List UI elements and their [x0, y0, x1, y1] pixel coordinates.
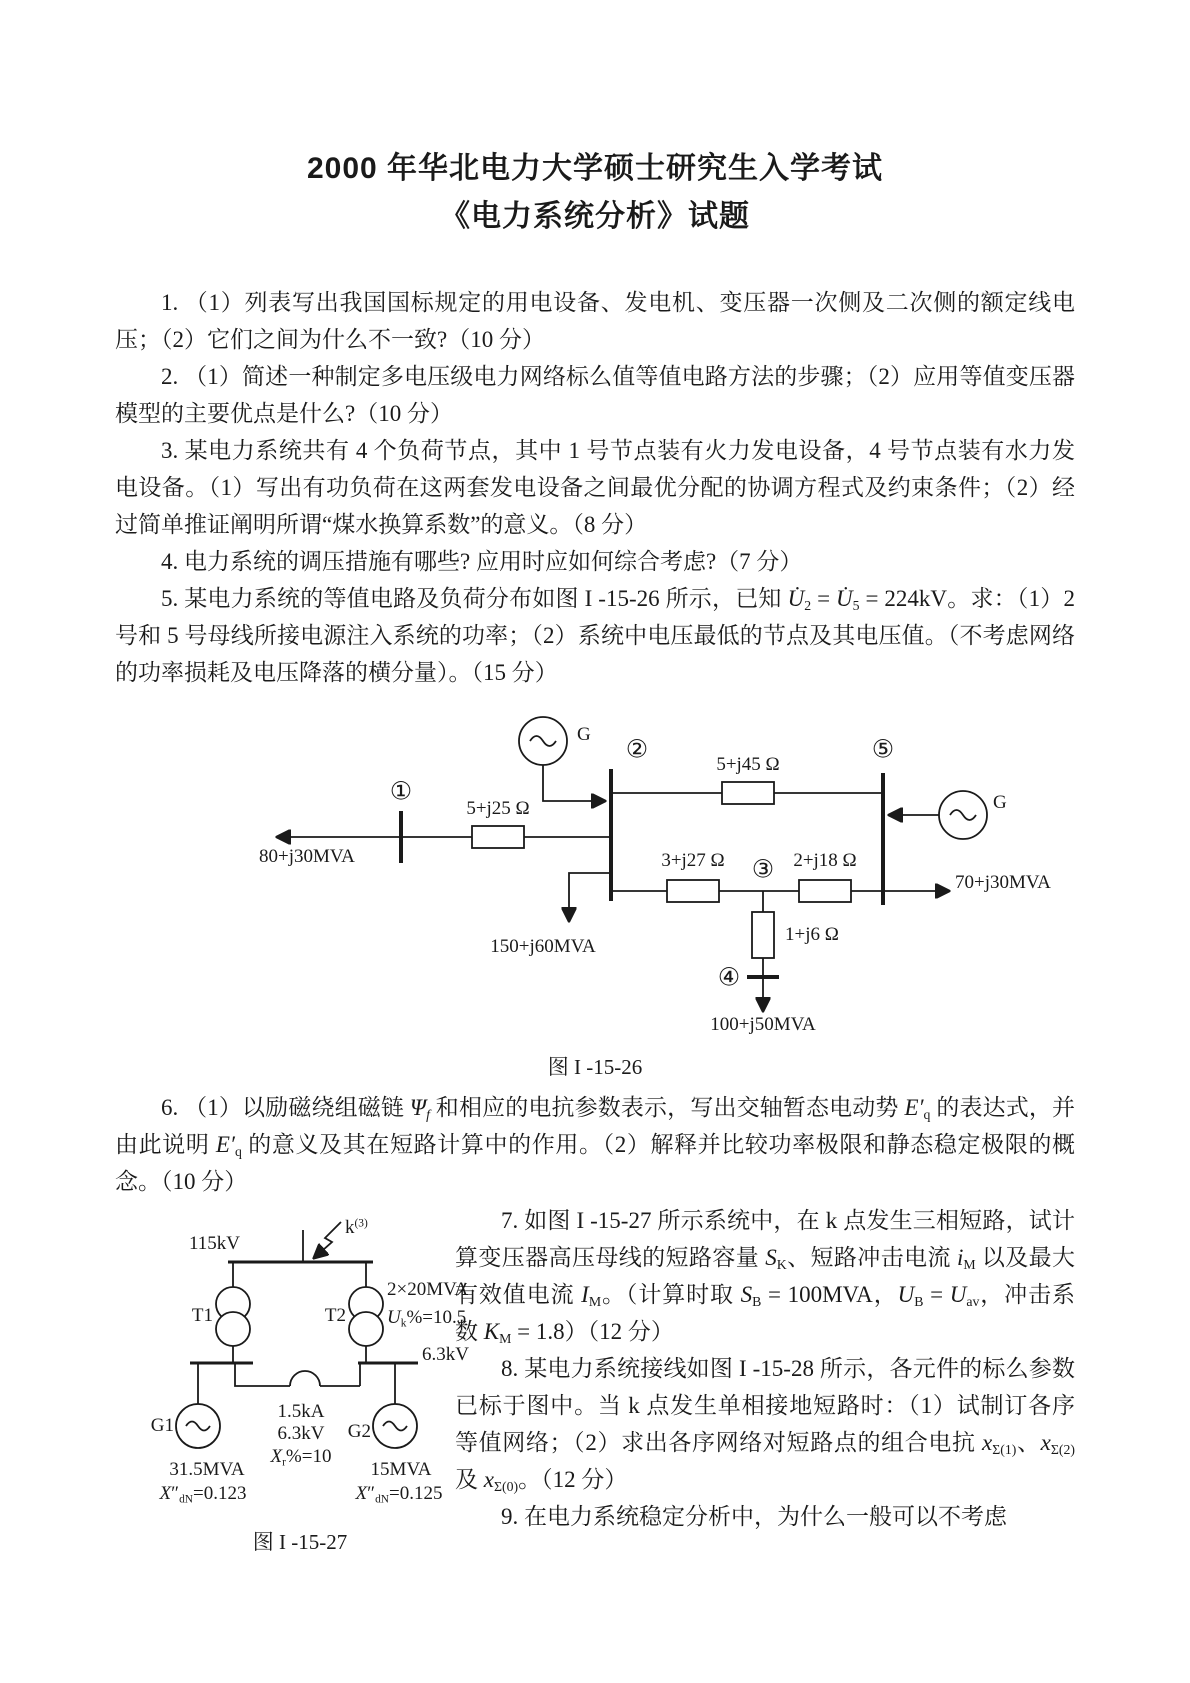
load-label-bus5: 70+j30MVA [955, 872, 1051, 893]
reactor-reactance-label: $X_r\%=10$ [270, 1446, 332, 1469]
load-label-bus2: 150+j60MVA [490, 936, 596, 957]
generator-g1-label: G1 [150, 1415, 174, 1436]
question-7: 7. 如图 I -15-27 所示系统中，在 k 点发生三相短路，试计算变压器高压母线的短路容量 $S_K$、短路冲击电流 $i_M$ 以及最大有效值电流 $I_M$。（计算时取 $S_B = 100MVA$，$U_B = U_{av}$，冲击系数 $K_M = 1.8)(12$ 分） [455, 1208, 1076, 1347]
question-5: 5. 某电力系统的等值电路及负荷分布如图 I -15-26 所示，已知 $U̇_2$ = $U̇_5 = 224kV$。求：（1）2 号和 5 号母线所接电源注入系统的功率；（2）系统中电压最低的节点及其电压值。（不考虑网络的功率损耗及电压降落的横分量）。（15 分） [115, 586, 1075, 685]
figure-column [115, 1202, 469, 1556]
question-1: 1. （1）列表写出我国国标规定的用电设备、发电机、变压器一次侧及二次侧的额定线电压；（2）它们之间为什么不一致?（10 分） [115, 290, 1075, 352]
impedance-box-1-2 [472, 826, 524, 848]
page-content [115, 148, 1075, 1556]
figure-15-26 [243, 705, 1051, 1035]
impedance-label-1-2: 5+j25 Ω [466, 798, 530, 819]
reactor-wire-left [235, 1363, 290, 1386]
question-4: 4. 电力系统的调压措施有哪些? 应用时应如何综合考虑?（7 分） [161, 549, 803, 574]
reactor-icon [290, 1371, 320, 1386]
hv-bus-label: 115kV [189, 1233, 241, 1254]
figure-15-27-caption: 图 I -15-27 [252, 1530, 348, 1554]
reactor-voltage-label: 6.3kV [277, 1423, 325, 1444]
node-5-badge: ⑤ [871, 734, 895, 764]
page-title-line2: 《电力系统分析》试题 [440, 200, 750, 233]
impedance-label-3-5: 2+j18 Ω [793, 850, 857, 871]
impedance-label-2-5: 5+j45 Ω [716, 754, 780, 775]
transformer-t1-icon [216, 1312, 250, 1346]
impedance-box-3-5 [799, 880, 851, 902]
load-label-bus4: 100+j50MVA [710, 1014, 816, 1035]
load-label-bus1: 80+j30MVA [259, 846, 355, 867]
two-column-section [115, 1202, 1075, 1556]
question-9: 9. 在电力系统稳定分析中，为什么一般可以不考虑 [501, 1504, 1007, 1529]
impedance-box-2-5 [722, 782, 774, 804]
node-1-badge: ① [389, 776, 413, 806]
g1-rating-label: 31.5MVA [169, 1459, 245, 1480]
question-2: 2. （1）简述一种制定多电压级电力网络标么值等值电路方法的步骤；（2）应用等值变压器模型的主要优点是什么?（10 分） [115, 364, 1075, 426]
impedance-label-2-3: 3+j27 Ω [661, 850, 725, 871]
text-column [455, 1202, 1075, 1556]
load2-wire [569, 873, 611, 921]
page-title-line1: 2000 年华北电力大学硕士研究生入学考试 [306, 152, 884, 185]
figure-15-26-caption: 图 I -15-26 [547, 1055, 643, 1079]
g2-rating-label: 15MVA [370, 1459, 432, 1480]
fault-arrow-icon [314, 1222, 341, 1258]
t2-rating-label: 2×20MVA [387, 1279, 469, 1300]
gen-left-wire [543, 765, 605, 801]
transformer-t2-icon [349, 1312, 383, 1346]
node-2-badge: ② [625, 734, 649, 764]
t2-uk-label: $U_k\%=10.5$ [387, 1307, 467, 1330]
figure-15-27 [133, 1218, 467, 1510]
fault-point-label: $k^{(3)}$ [345, 1217, 368, 1238]
node-3-badge: ③ [751, 854, 775, 884]
question-list [115, 284, 1075, 691]
g1-reactance-label: $X''_{dN}=0.123$ [159, 1483, 247, 1506]
impedance-label-3-4: 1+j6 Ω [785, 924, 839, 945]
impedance-box-2-3 [667, 880, 719, 902]
question-3: 3. 某电力系统共有 4 个负荷节点，其中 1 号节点装有火力发电设备，4 号节点装有水力发电设备。（1）写出有功负荷在这两套发电设备之间最优分配的协调方程式及约束条件；（2）经过简单推证阐明所谓“煤水换算系数”的意义。（8 分） [115, 438, 1075, 537]
generator-g2-label: G2 [347, 1421, 371, 1442]
question-6: 6. （1）以励磁绕组磁链 $\Psi_f$ 和相应的电抗参数表示，写出交轴暂态电动势 $E'_q$ 的表达式，并由此说明 $E'_q$ 的意义及其在短路计算中的作用。（2）解释并比较功率极限和静态稳定极限的概念。（10 分） [115, 1095, 1076, 1194]
generator-right-label: G [993, 792, 1007, 813]
transformer-t2-label: T2 [324, 1305, 346, 1326]
question-8: 8. 某电力系统接线如图 I -15-28 所示，各元件的标么参数已标于图中。当 k 点发生单相接地短路时：（1）试制订各序等值网络；（2）求出各序网络对短路点的组合电抗 $x_{\Sigma(1)}$、$x_{\Sigma(2)}$ 及 $x_{\Sigma(0)}$。（12 分） [455, 1356, 1076, 1495]
transformer-t1-label: T1 [191, 1305, 213, 1326]
node-4-badge: ④ [717, 962, 741, 992]
impedance-box-3-4 [752, 912, 774, 958]
g2-reactance-label: $X''_{dN}=0.125$ [355, 1483, 443, 1506]
generator-left-label: G [577, 724, 591, 745]
lv-bus-label: 6.3kV [422, 1344, 469, 1365]
reactor-current-label: 1.5kA [277, 1401, 325, 1422]
